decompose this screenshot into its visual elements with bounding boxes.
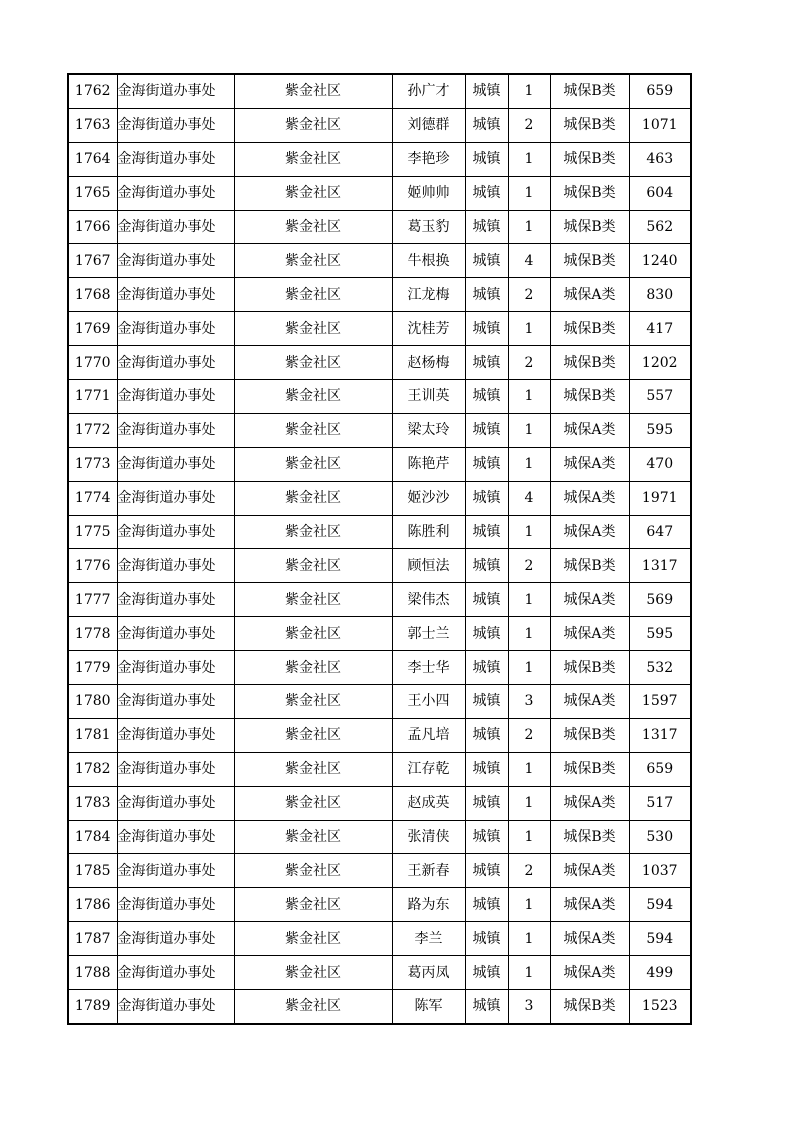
area-type-cell: 城镇 [465,786,508,820]
category-cell: 城保A类 [550,888,629,922]
serial-number-cell: 1768 [68,278,117,312]
category-cell: 城保B类 [550,176,629,210]
office-cell: 金海街道办事处 [117,583,234,617]
table-row [68,380,691,414]
community-cell: 紫金社区 [234,312,392,346]
office-cell: 金海街道办事处 [117,108,234,142]
serial-number-cell: 1780 [68,685,117,719]
office-cell: 金海街道办事处 [117,447,234,481]
household-size-cell: 4 [508,244,550,278]
household-size-cell: 2 [508,278,550,312]
area-type-cell: 城镇 [465,549,508,583]
category-cell: 城保B类 [550,142,629,176]
name-cell: 李艳珍 [392,142,465,176]
name-cell: 江存乾 [392,752,465,786]
amount-cell: 1037 [629,854,691,888]
office-cell: 金海街道办事处 [117,617,234,651]
serial-number-cell: 1777 [68,583,117,617]
table-row [68,447,691,481]
table-row [68,142,691,176]
amount-cell: 1523 [629,990,691,1024]
table-row [68,549,691,583]
name-cell: 赵成英 [392,786,465,820]
category-cell: 城保A类 [550,278,629,312]
area-type-cell: 城镇 [465,142,508,176]
household-size-cell: 1 [508,176,550,210]
community-cell: 紫金社区 [234,617,392,651]
community-cell: 紫金社区 [234,956,392,990]
area-type-cell: 城镇 [465,244,508,278]
community-cell: 紫金社区 [234,176,392,210]
name-cell: 梁伟杰 [392,583,465,617]
household-size-cell: 1 [508,312,550,346]
category-cell: 城保B类 [550,74,629,108]
community-cell: 紫金社区 [234,380,392,414]
table-row [68,651,691,685]
amount-cell: 1071 [629,108,691,142]
amount-cell: 517 [629,786,691,820]
category-cell: 城保A类 [550,854,629,888]
category-cell: 城保B类 [550,549,629,583]
area-type-cell: 城镇 [465,922,508,956]
amount-cell: 463 [629,142,691,176]
area-type-cell: 城镇 [465,651,508,685]
table-row [68,956,691,990]
office-cell: 金海街道办事处 [117,854,234,888]
office-cell: 金海街道办事处 [117,752,234,786]
table-row [68,854,691,888]
office-cell: 金海街道办事处 [117,786,234,820]
area-type-cell: 城镇 [465,176,508,210]
community-cell: 紫金社区 [234,244,392,278]
community-cell: 紫金社区 [234,481,392,515]
serial-number-cell: 1771 [68,380,117,414]
office-cell: 金海街道办事处 [117,176,234,210]
name-cell: 王训英 [392,380,465,414]
serial-number-cell: 1785 [68,854,117,888]
amount-cell: 557 [629,380,691,414]
amount-cell: 604 [629,176,691,210]
community-cell: 紫金社区 [234,685,392,719]
office-cell: 金海街道办事处 [117,244,234,278]
household-size-cell: 1 [508,413,550,447]
area-type-cell: 城镇 [465,888,508,922]
name-cell: 赵杨梅 [392,346,465,380]
amount-cell: 530 [629,820,691,854]
serial-number-cell: 1763 [68,108,117,142]
amount-cell: 830 [629,278,691,312]
name-cell: 沈桂芳 [392,312,465,346]
table-row [68,108,691,142]
community-cell: 紫金社区 [234,346,392,380]
office-cell: 金海街道办事处 [117,413,234,447]
community-cell: 紫金社区 [234,447,392,481]
community-cell: 紫金社区 [234,888,392,922]
category-cell: 城保B类 [550,990,629,1024]
amount-cell: 1971 [629,481,691,515]
name-cell: 王新春 [392,854,465,888]
table-row [68,820,691,854]
community-cell: 紫金社区 [234,142,392,176]
name-cell: 姬帅帅 [392,176,465,210]
area-type-cell: 城镇 [465,685,508,719]
office-cell: 金海街道办事处 [117,312,234,346]
office-cell: 金海街道办事处 [117,278,234,312]
community-cell: 紫金社区 [234,210,392,244]
amount-cell: 594 [629,922,691,956]
category-cell: 城保B类 [550,346,629,380]
table-row [68,481,691,515]
name-cell: 顾恒法 [392,549,465,583]
category-cell: 城保A类 [550,922,629,956]
community-cell: 紫金社区 [234,549,392,583]
office-cell: 金海街道办事处 [117,922,234,956]
area-type-cell: 城镇 [465,346,508,380]
amount-cell: 569 [629,583,691,617]
table-row [68,515,691,549]
serial-number-cell: 1766 [68,210,117,244]
table-row [68,210,691,244]
office-cell: 金海街道办事处 [117,956,234,990]
table-row [68,346,691,380]
table-row [68,752,691,786]
category-cell: 城保A类 [550,481,629,515]
table-row [68,413,691,447]
serial-number-cell: 1787 [68,922,117,956]
household-size-cell: 2 [508,549,550,583]
area-type-cell: 城镇 [465,380,508,414]
household-size-cell: 1 [508,956,550,990]
office-cell: 金海街道办事处 [117,515,234,549]
serial-number-cell: 1774 [68,481,117,515]
name-cell: 孟凡培 [392,718,465,752]
household-size-cell: 1 [508,447,550,481]
serial-number-cell: 1789 [68,990,117,1024]
household-size-cell: 2 [508,108,550,142]
category-cell: 城保A类 [550,515,629,549]
recipient-table [67,73,692,1025]
household-size-cell: 3 [508,990,550,1024]
category-cell: 城保A类 [550,786,629,820]
table-row [68,583,691,617]
household-size-cell: 1 [508,515,550,549]
name-cell: 江龙梅 [392,278,465,312]
name-cell: 李兰 [392,922,465,956]
amount-cell: 659 [629,752,691,786]
table-row [68,922,691,956]
amount-cell: 594 [629,888,691,922]
category-cell: 城保B类 [550,244,629,278]
serial-number-cell: 1770 [68,346,117,380]
community-cell: 紫金社区 [234,854,392,888]
office-cell: 金海街道办事处 [117,346,234,380]
amount-cell: 595 [629,617,691,651]
amount-cell: 1597 [629,685,691,719]
serial-number-cell: 1769 [68,312,117,346]
household-size-cell: 1 [508,210,550,244]
name-cell: 张清侠 [392,820,465,854]
community-cell: 紫金社区 [234,922,392,956]
table-row [68,617,691,651]
serial-number-cell: 1783 [68,786,117,820]
table-row [68,244,691,278]
category-cell: 城保B类 [550,210,629,244]
household-size-cell: 2 [508,718,550,752]
category-cell: 城保B类 [550,651,629,685]
amount-cell: 417 [629,312,691,346]
table-row [68,74,691,108]
area-type-cell: 城镇 [465,108,508,142]
office-cell: 金海街道办事处 [117,74,234,108]
name-cell: 姬沙沙 [392,481,465,515]
community-cell: 紫金社区 [234,990,392,1024]
category-cell: 城保B类 [550,752,629,786]
household-size-cell: 1 [508,651,550,685]
category-cell: 城保A类 [550,617,629,651]
serial-number-cell: 1786 [68,888,117,922]
area-type-cell: 城镇 [465,956,508,990]
name-cell: 郭士兰 [392,617,465,651]
area-type-cell: 城镇 [465,752,508,786]
community-cell: 紫金社区 [234,278,392,312]
office-cell: 金海街道办事处 [117,142,234,176]
name-cell: 李士华 [392,651,465,685]
community-cell: 紫金社区 [234,413,392,447]
household-size-cell: 1 [508,142,550,176]
serial-number-cell: 1788 [68,956,117,990]
area-type-cell: 城镇 [465,583,508,617]
category-cell: 城保B类 [550,312,629,346]
serial-number-cell: 1776 [68,549,117,583]
category-cell: 城保B类 [550,380,629,414]
serial-number-cell: 1778 [68,617,117,651]
amount-cell: 1202 [629,346,691,380]
amount-cell: 1317 [629,718,691,752]
name-cell: 王小四 [392,685,465,719]
household-size-cell: 1 [508,888,550,922]
community-cell: 紫金社区 [234,752,392,786]
name-cell: 陈艳芹 [392,447,465,481]
office-cell: 金海街道办事处 [117,990,234,1024]
area-type-cell: 城镇 [465,617,508,651]
name-cell: 陈胜利 [392,515,465,549]
area-type-cell: 城镇 [465,210,508,244]
amount-cell: 1240 [629,244,691,278]
household-size-cell: 1 [508,583,550,617]
name-cell: 路为东 [392,888,465,922]
category-cell: 城保B类 [550,820,629,854]
name-cell: 刘德群 [392,108,465,142]
category-cell: 城保A类 [550,956,629,990]
table-row [68,685,691,719]
community-cell: 紫金社区 [234,515,392,549]
community-cell: 紫金社区 [234,108,392,142]
serial-number-cell: 1764 [68,142,117,176]
household-size-cell: 1 [508,617,550,651]
office-cell: 金海街道办事处 [117,210,234,244]
table-row [68,176,691,210]
table-row [68,718,691,752]
amount-cell: 499 [629,956,691,990]
household-size-cell: 1 [508,820,550,854]
table-body [68,74,691,1024]
community-cell: 紫金社区 [234,820,392,854]
area-type-cell: 城镇 [465,718,508,752]
amount-cell: 562 [629,210,691,244]
serial-number-cell: 1767 [68,244,117,278]
household-size-cell: 1 [508,752,550,786]
area-type-cell: 城镇 [465,447,508,481]
area-type-cell: 城镇 [465,278,508,312]
office-cell: 金海街道办事处 [117,549,234,583]
household-size-cell: 2 [508,854,550,888]
household-size-cell: 2 [508,346,550,380]
serial-number-cell: 1782 [68,752,117,786]
office-cell: 金海街道办事处 [117,651,234,685]
serial-number-cell: 1772 [68,413,117,447]
amount-cell: 1317 [629,549,691,583]
amount-cell: 595 [629,413,691,447]
category-cell: 城保A类 [550,447,629,481]
area-type-cell: 城镇 [465,74,508,108]
name-cell: 牛根换 [392,244,465,278]
household-size-cell: 1 [508,74,550,108]
area-type-cell: 城镇 [465,481,508,515]
community-cell: 紫金社区 [234,74,392,108]
serial-number-cell: 1779 [68,651,117,685]
household-size-cell: 4 [508,481,550,515]
area-type-cell: 城镇 [465,820,508,854]
name-cell: 孙广才 [392,74,465,108]
community-cell: 紫金社区 [234,583,392,617]
office-cell: 金海街道办事处 [117,718,234,752]
area-type-cell: 城镇 [465,515,508,549]
name-cell: 梁太玲 [392,413,465,447]
table-row [68,278,691,312]
area-type-cell: 城镇 [465,990,508,1024]
serial-number-cell: 1775 [68,515,117,549]
office-cell: 金海街道办事处 [117,888,234,922]
office-cell: 金海街道办事处 [117,481,234,515]
table-row [68,312,691,346]
serial-number-cell: 1784 [68,820,117,854]
table-row [68,990,691,1024]
office-cell: 金海街道办事处 [117,380,234,414]
community-cell: 紫金社区 [234,786,392,820]
name-cell: 葛玉豹 [392,210,465,244]
amount-cell: 647 [629,515,691,549]
area-type-cell: 城镇 [465,854,508,888]
table-row [68,888,691,922]
area-type-cell: 城镇 [465,312,508,346]
community-cell: 紫金社区 [234,718,392,752]
office-cell: 金海街道办事处 [117,685,234,719]
category-cell: 城保B类 [550,718,629,752]
amount-cell: 532 [629,651,691,685]
category-cell: 城保A类 [550,583,629,617]
household-size-cell: 3 [508,685,550,719]
serial-number-cell: 1773 [68,447,117,481]
name-cell: 陈军 [392,990,465,1024]
area-type-cell: 城镇 [465,413,508,447]
category-cell: 城保A类 [550,685,629,719]
community-cell: 紫金社区 [234,651,392,685]
category-cell: 城保A类 [550,413,629,447]
serial-number-cell: 1765 [68,176,117,210]
household-size-cell: 1 [508,380,550,414]
household-size-cell: 1 [508,786,550,820]
office-cell: 金海街道办事处 [117,820,234,854]
table-row [68,786,691,820]
amount-cell: 659 [629,74,691,108]
category-cell: 城保B类 [550,108,629,142]
amount-cell: 470 [629,447,691,481]
name-cell: 葛丙凤 [392,956,465,990]
household-size-cell: 1 [508,922,550,956]
serial-number-cell: 1762 [68,74,117,108]
serial-number-cell: 1781 [68,718,117,752]
